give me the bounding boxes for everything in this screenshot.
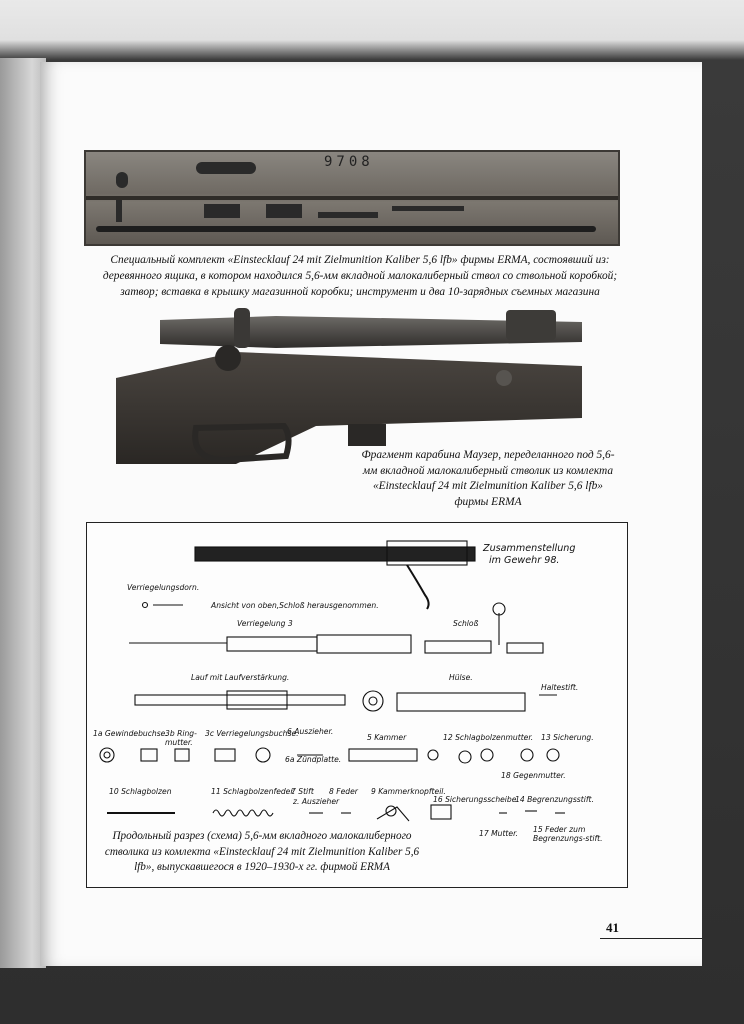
label-verriegelungsbuchse: 3c Verriegelungsbuchse. (205, 729, 299, 738)
label-stift-auszieher: z. Auszieher (293, 797, 340, 806)
tool-part (116, 200, 122, 222)
label-sicherungsscheibe: 16 Sicherungsscheibe. (433, 795, 519, 804)
page-number: 41 (606, 920, 619, 935)
magazine-part (204, 204, 240, 218)
label-schloss: Schloß (453, 619, 479, 628)
rifle-photo-caption: Фрагмент карабина Маузер, переделанного под 5,6-мм вкладной малокалиберный стволик из комлекта «Einstecklauf 24 mit Zielmunition Kaliber 5,6 lfb» фирмы ERMA (361, 449, 615, 508)
case-photo (84, 150, 620, 246)
tool-part (392, 206, 464, 211)
label-feder: 8 Feder (329, 787, 358, 796)
label-schlagbolzen: 10 Schlagbolzen (109, 787, 172, 796)
case-photo-caption: Специальный комплект «Einstecklauf 24 mit Zielmunition Kaliber 5,6 lfb» фирмы ERMA, состоявший из: деревянного ящика, в котором находился 5,6-мм вкладной малокалиберный ствол со ствольной коробкой; затвор; вставка в крышку магазинной коробки; инструмент и два 10-зарядных съемных магазина (102, 254, 618, 298)
label-schlagbolzenmutter: 12 Schlagbolzenmutter. (443, 733, 534, 742)
label-huelse: Hülse. (449, 673, 473, 682)
magazine-part (266, 204, 302, 218)
label-laufverstaerkung: Lauf mit Laufverstärkung. (191, 673, 290, 682)
label-im-gewehr: im Gewehr 98. (489, 555, 560, 566)
label-verriegelungsdorn: Verriegelungsdorn. (127, 583, 200, 592)
bolt-part (318, 212, 378, 218)
label-sicherung: 13 Sicherung. (541, 733, 594, 742)
label-begrenzungsstift: 14 Begrenzungsstift. (515, 795, 594, 804)
label-zusammenstellung: Zusammenstellung (483, 543, 576, 554)
label-feder-begrenzung: 15 Feder zum Begrenzungs-stift. (533, 825, 603, 843)
diagram-caption: Продольный разрез (схема) 5,6-мм вкладного малокалиберного стволика из комлекта «Einstecklauf 24 mit Zielmunition Kaliber 5,6 lfb», выпускавшегося в 1920–1930-х гг. фирмой ERMA (104, 830, 420, 873)
label-kammerknopfteil: 9 Kammerknopfteil. (371, 787, 446, 796)
label-gewindebuchse: 1a Gewindebuchse. (93, 729, 168, 738)
label-zuendplatte: 6a Zündplatte. (285, 755, 342, 764)
case-slot (116, 172, 128, 188)
label-kammer: 5 Kammer (367, 733, 407, 742)
case-slot (196, 162, 256, 174)
case-number: 9708 (324, 154, 374, 170)
inset-barrel (96, 226, 596, 232)
label-verriegelung: Verriegelung 3 (237, 619, 293, 628)
label-mutter: 17 Mutter. (479, 829, 518, 838)
book-page (40, 62, 702, 966)
label-ringmutter: 3b Ring-mutter. (165, 729, 197, 747)
label-haltestift: Haltestift. (541, 683, 579, 692)
rifle-photo (116, 308, 582, 464)
label-ansicht: Ansicht von oben,Schloß herausgenommen. (211, 601, 379, 610)
label-auszieher: 6 Auszieher. (287, 727, 334, 736)
page-number-rule (600, 938, 702, 939)
exploded-diagram (86, 522, 628, 888)
label-stift: 7 Stift (291, 787, 314, 796)
case-lid-divider (86, 196, 618, 200)
label-schlagbolzenfeder: 11 Schlagbolzenfeder. (211, 787, 296, 796)
label-gegenmutter: 18 Gegenmutter. (501, 771, 566, 780)
